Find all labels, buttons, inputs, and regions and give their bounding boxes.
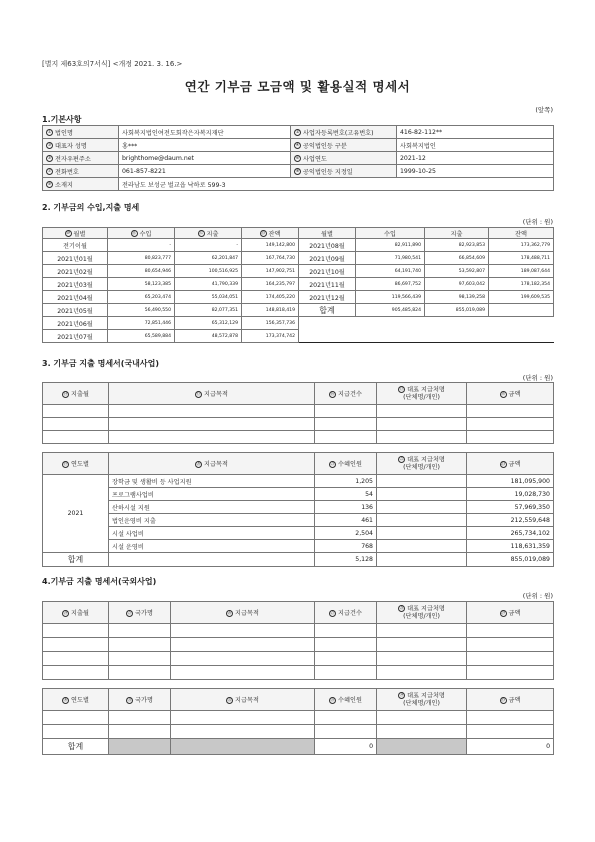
count-cell: 54 [315,488,377,501]
field-label: 공익법인등 지정일 [303,168,353,176]
circled-number: ㉒ [399,457,404,463]
income-row [43,278,554,291]
count-header: 지급건수 [338,610,362,617]
month-cell: 2021년11월 [299,278,356,291]
circled-number: ⑮ [196,391,201,397]
section-foreign-title: 4.기부금 지출 명세서(국외사업) [42,577,157,586]
circled-number: ⑲ [63,461,68,467]
balance-cell: 199,609,535 [489,291,554,304]
year-header: 연도별 [71,697,89,704]
beneficiary-header: 수혜인원 [338,461,362,468]
amount-cell: 19,028,730 [467,488,554,501]
circled-number: ㉑ [330,461,335,467]
income-cell: 72,851,446 [108,317,175,330]
balance-header: 잔액 [268,230,281,238]
income-row [43,239,554,252]
purpose-cell: 법인운영비 지출 [109,514,315,527]
field-value: 061-857-8221 [119,165,291,178]
expense-month-header: 지출월 [71,610,89,617]
balance-cell: 156,357,736 [242,317,299,330]
domestic-row [43,501,554,514]
circled-number: ㉘ [399,606,404,612]
recipient-header: 대표 지급처명 [407,605,445,613]
circled-number: ㉓ [500,461,506,467]
domestic-spacer-row [43,444,554,453]
income-row [43,317,554,330]
recipient-cell [377,488,467,501]
foreign-empty-row [43,711,554,725]
recipient-cell [377,475,467,488]
document-title: 연간 기부금 모금액 및 활용실적 명세서 [184,79,411,94]
foreign-empty-row [43,652,554,666]
circled-number: ㉙ [500,610,506,616]
month-cell: 2021년10월 [299,265,356,278]
expense-cell: 100,516,925 [175,265,242,278]
expense-cell: 98,139,258 [425,291,489,304]
circled-number: ④ [295,143,300,148]
total-count: 0 [315,739,377,755]
income-cell: 905,485,824 [356,304,425,317]
month-cell: 2021년09월 [299,252,356,265]
income-row [43,291,554,304]
balance-cell: 147,902,751 [242,265,299,278]
field-label: 전화번호 [55,168,79,176]
circled-number: ⑯ [330,391,335,397]
balance-cell: 167,764,730 [242,252,299,265]
expense-cell: 53,592,807 [425,265,489,278]
month-cell: 2021년02월 [43,265,108,278]
amount-cell: 265,734,102 [467,527,554,540]
form-number: [별지 제63호의7서식] <개정 2021. 3. 16.> [42,60,183,68]
amount-header: 금액 [508,391,521,398]
expense-cell: 82,077,351 [175,304,242,317]
amount-header: 금액 [508,697,521,704]
field-label: 사업연도 [303,155,327,163]
income-cell: 58,123,385 [108,278,175,291]
recipient-header: 대표 지급처명 [407,456,445,464]
circled-number: ⑰ [399,387,404,393]
balance-cell: 173,362,779 [489,239,554,252]
recipient-subheader: (단체명/개인) [403,393,440,401]
circled-number: ㉟ [500,697,506,703]
amount-cell: 118,631,359 [467,540,554,553]
field-value: 사회복지법인여전도회작은자복지재단 [119,126,291,139]
month-cell: 2021년03월 [43,278,108,291]
month-cell: 2021년12월 [299,291,356,304]
purpose-header: 지급목적 [235,610,259,617]
field-value: 홍*** [119,139,291,152]
foreign-empty-row [43,725,554,739]
domestic-row [43,488,554,501]
income-cell: 86,697,752 [356,278,425,291]
month-cell: 합계 [299,304,356,317]
total-label: 합계 [43,553,109,567]
income-row [43,265,554,278]
year-header: 연도별 [71,461,89,468]
domestic-empty-row [43,405,554,418]
income-unit: (단위 : 원) [522,218,553,226]
total-label: 합계 [43,739,109,755]
expense-header: 지출 [206,230,219,238]
balance-cell: 149,142,800 [242,239,299,252]
field-value: 1999-10-25 [397,165,554,178]
section-domestic-title: 3. 기부금 지출 명세서(국내사업) [42,359,160,368]
address-value: 전라남도 보성군 벌교읍 낙하로 599-3 [119,178,554,191]
field-label: 전자우편주소 [55,155,91,163]
amount-cell: 212,559,648 [467,514,554,527]
expense-cell: 55,034,051 [175,291,242,304]
expense-cell: - [175,239,242,252]
balance-cell: 148,818,419 [242,304,299,317]
recipient-subheader: (단체명/개인) [403,699,440,707]
month-cell: 2021년05월 [43,304,108,317]
purpose-cell: 시설 사업비 [109,527,315,540]
circled-number: ㉝ [330,697,335,703]
expense-cell: 48,572,878 [175,330,242,343]
month-cell: 2021년07월 [43,330,108,343]
page-side-label: (앞쪽) [535,106,553,114]
beneficiary-header: 수혜인원 [338,697,362,704]
domestic-expense-table [42,382,554,567]
expense-month-header: 지출월 [71,391,89,398]
income-row [43,252,554,265]
circled-number: ㉚ [63,697,68,703]
circled-number: ⑤ [47,156,52,161]
domestic-unit: (단위 : 원) [522,374,553,382]
amount-header: 금액 [508,461,521,468]
expense-cell: 97,603,042 [425,278,489,291]
foreign-header-2 [43,689,554,711]
circled-number: ③ [47,143,52,148]
month-cell: 전기이월 [43,239,108,252]
balance-cell: 164,235,797 [242,278,299,291]
income-cell: 64,191,740 [356,265,425,278]
basic-info-row [43,165,554,178]
basic-info-row [43,152,554,165]
circled-number: ⑥ [295,156,300,161]
count-cell: 2,504 [315,527,377,540]
field-label: 공익법인등 구분 [303,142,347,150]
foreign-total-row [43,739,554,755]
purpose-cell: 산하시설 지원 [109,501,315,514]
circled-number: ⑧ [295,169,300,174]
expense-cell: 41,790,339 [175,278,242,291]
recipient-subheader: (단체명/개인) [403,612,440,620]
circled-number: ㉜ [227,697,232,703]
income-cell: 119,566,439 [356,291,425,304]
expense-cell: 65,312,129 [175,317,242,330]
circled-number: ⑩ [65,231,71,236]
income-row [43,304,554,317]
month-cell: 2021년06월 [43,317,108,330]
income-cell: 56,490,550 [108,304,175,317]
income-cell: 80,823,777 [108,252,175,265]
foreign-header-1 [43,602,554,624]
total-count: 5,128 [315,553,377,567]
expense-cell: 82,923,853 [425,239,489,252]
recipient-header: 대표 지급처명 [407,386,445,394]
balance-cell: 178,488,711 [489,252,554,265]
domestic-row [43,475,554,488]
domestic-header-1 [43,383,554,405]
amount-cell: 57,969,350 [467,501,554,514]
balance-cell: 174,405,220 [242,291,299,304]
income-cell: 80,654,946 [108,265,175,278]
expense-cell: 855,019,089 [425,304,489,317]
recipient-cell [377,527,467,540]
count-cell: 768 [315,540,377,553]
circled-number: ㉞ [399,693,404,699]
circled-number: ㉖ [227,610,232,616]
expense-header-2: 지출 [425,228,489,239]
purpose-header: 지급목적 [235,697,259,704]
basic-info-table [42,125,554,191]
income-header-2: 수입 [356,228,425,239]
expense-cell: 62,201,847 [175,252,242,265]
amount-header: 금액 [508,610,521,617]
circled-number: ⑳ [196,461,201,467]
field-value: brighthome@daum.net [119,152,291,165]
domestic-row [43,540,554,553]
domestic-empty-row [43,418,554,431]
total-amount: 855,019,089 [467,553,554,567]
income-cell: 71,980,541 [356,252,425,265]
balance-cell: 173,374,742 [242,330,299,343]
count-header: 지급건수 [338,391,362,398]
domestic-header-2 [43,453,554,475]
income-row [43,330,554,343]
balance-cell: 178,182,354 [489,278,554,291]
income-cell: - [108,239,175,252]
circled-number: ㉗ [330,610,335,616]
total-amount: 0 [467,739,554,755]
amount-cell: 181,095,900 [467,475,554,488]
purpose-cell: 장학금 및 생활비 등 사업지원 [109,475,315,488]
purpose-header: 지급목적 [204,391,228,398]
field-value: 사회복지법인 [397,139,554,152]
recipient-cell [377,514,467,527]
month-header-2: 월별 [299,228,356,239]
year-cell: 2021 [43,475,109,553]
balance-cell: 189,087,644 [489,265,554,278]
foreign-unit: (단위 : 원) [522,592,553,600]
country-header: 국가명 [135,610,153,617]
income-header: 수입 [139,230,152,238]
income-cell: 65,203,474 [108,291,175,304]
recipient-cell [377,501,467,514]
month-cell: 2021년04월 [43,291,108,304]
purpose-cell: 시설 운영비 [109,540,315,553]
balance-header-2: 잔액 [489,228,554,239]
circled-number: ⑫ [198,231,204,236]
basic-info-row [43,139,554,152]
foreign-empty-row [43,666,554,680]
circled-number: ② [295,130,300,135]
circled-number: ⑦ [47,169,52,174]
circled-number: ⑭ [63,391,68,397]
field-value: 416-82-112** [397,126,554,139]
foreign-empty-row [43,624,554,638]
month-header: 월별 [73,230,86,238]
domestic-total-row [43,553,554,567]
domestic-row [43,514,554,527]
field-value: 2021-12 [397,152,554,165]
address-label: 소재지 [55,181,73,189]
field-label: 사업자등록번호(고유번호) [303,129,374,137]
circled-number: ① [47,130,52,135]
circled-number: ㉛ [127,697,132,703]
circled-number: ⑱ [500,391,506,397]
income-header-row [43,228,554,239]
foreign-spacer-row [43,680,554,689]
section-income-title: 2. 기부금의 수입,지출 명세 [42,203,140,212]
income-cell: 82,911,890 [356,239,425,252]
month-cell: 2021년08월 [299,239,356,252]
circled-number: ㉔ [63,610,68,616]
circled-number: ㉕ [127,610,132,616]
field-label: 대표자 성명 [55,142,87,150]
month-cell: 2021년01월 [43,252,108,265]
recipient-cell [377,540,467,553]
foreign-expense-table [42,601,554,755]
recipient-header: 대표 지급처명 [407,692,445,700]
basic-info-row [43,126,554,139]
income-cell: 65,589,884 [108,330,175,343]
count-cell: 461 [315,514,377,527]
section-basic-title: 1.기본사항 [42,115,82,124]
circled-number: ⑨ [47,182,52,187]
domestic-row [43,527,554,540]
count-cell: 136 [315,501,377,514]
recipient-subheader: (단체명/개인) [403,463,440,471]
balance-cell [489,304,554,317]
circled-number: ⑪ [131,231,137,236]
field-label: 법인명 [55,129,73,137]
foreign-empty-row [43,638,554,652]
circled-number: ⑬ [260,231,266,236]
country-header: 국가명 [135,697,153,704]
income-expense-table [42,227,554,343]
purpose-header: 지급목적 [204,461,228,468]
count-cell: 1,205 [315,475,377,488]
domestic-empty-row [43,431,554,444]
address-row [43,178,554,191]
expense-cell: 66,854,609 [425,252,489,265]
purpose-cell: 프로그램사업비 [109,488,315,501]
